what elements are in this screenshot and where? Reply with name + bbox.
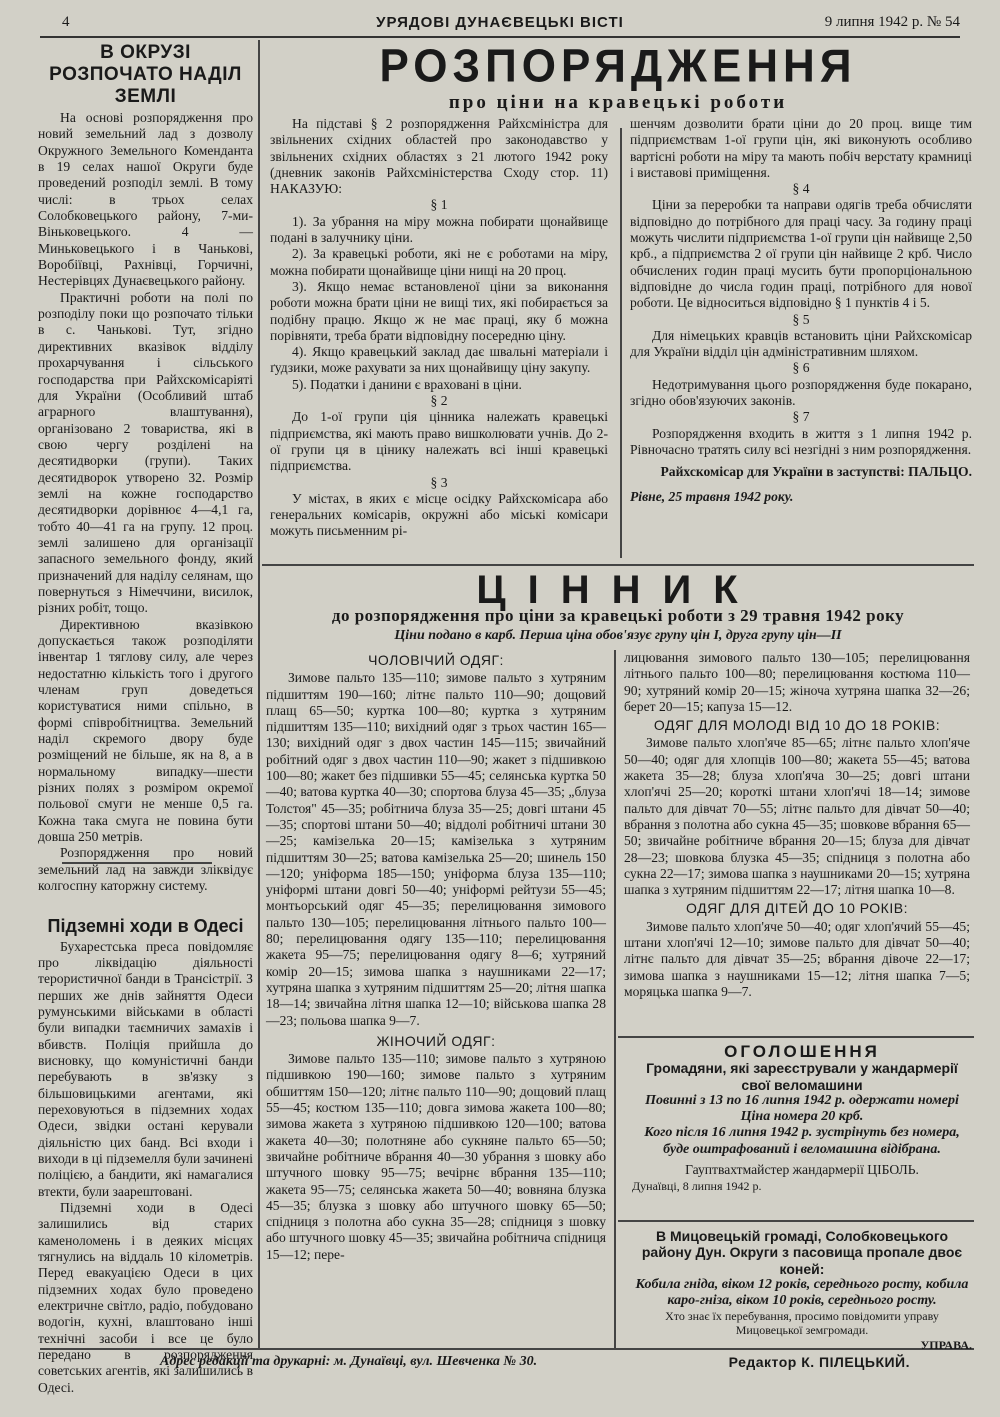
issue-date: 9 липня 1942 р. № 54 bbox=[824, 14, 960, 30]
women-clothing-heading: ЖІНОЧИЙ ОДЯГ: bbox=[376, 1032, 496, 1049]
left-column bbox=[38, 42, 253, 1396]
announcement-signature: Гауптвахтмайстер жандармерії ЦІБОЛЬ. bbox=[685, 1162, 919, 1178]
decree-paragraph: Ціни за переробки та направи одягів треба обчисляти відповідно до потрібного для праці часу. За годину праці можуть числити підприємства 1-ої групи цін найвище 2,50 крб., а підприємства 2 ої групи цін найвище 2 крб. Число обчислених годин праці мусить бути пропорціональною відповідне до числа годин праці, потрібного для нової роботи. Це відноситься відповідно § 1 пунктів 4 і 5. bbox=[630, 197, 972, 311]
article-land-body bbox=[38, 110, 253, 895]
decree-paragraph: Недотримування цього розпорядження буде покарано, згідно обов'язуючих законів. bbox=[630, 376, 972, 409]
pricelist-column-rule bbox=[614, 650, 616, 1348]
decree-paragraph: На підставі § 2 розпорядження Райхсміністра для звільнених східних областей про законодавство у звільнених східних областях з 21 лютого 1942 року (дневник законів Райхсміністерства Сходу стор. 11) НАКАЗУЮ: bbox=[270, 116, 608, 197]
decree-paragraph: 1). За убрання на міру можна побирати щонайвище подані в залучнику ціни. bbox=[270, 213, 608, 246]
article-land-paragraph: Практичні роботи на полі по розподілу поки що розпочато тільки в с. Чаньковi. Тут, згідно директивних вказівок відділу прохарчування і сільського господарства при Райхскомісаріяті для України (Особливий штаб аграрного влаштування), організовано 2 товариства, які в свою чергу розділені на десятидворки (групи). Таких десятидворок утворено 32. Розмір землі на кожне господарство десятидворки дорівнює 4—4,1 га, тобто 40—41 га на групу. 12 проц. землі залишено для організації запасного земельного фонду, який призначений для наділу селянам, що повернуться з Німеччини, висилок, різних робіт, тощо. bbox=[38, 289, 253, 616]
ad-separator-rule bbox=[618, 1220, 974, 1222]
horses-title: В Мицовецькій громаді, Солобковецького району Дун. Округи з пасовища пропале двоє коней: bbox=[641, 1228, 963, 1277]
announcement-line-penalty: Кого після 16 липня 1942 р. зустрінуть без номера, буде оштрафований і веломашина відібрана. bbox=[644, 1125, 960, 1157]
pricelist-column-2 bbox=[624, 650, 970, 1000]
decree-bottom-rule bbox=[262, 564, 974, 566]
pricelist-subtitle: до розпорядження про ціни за кравецькі роботи з 29 травня 1942 року bbox=[331, 606, 905, 625]
announcement-horses bbox=[632, 1228, 972, 1354]
horses-description: Кобила гнідa, віком 12 років, середнього росту, кобила каро-гніза, віком 10 років, середнього росту. bbox=[635, 1276, 969, 1309]
men-clothing-prices: Зимове пальто 135—110; зимове пальто з хутряним підшиттям 190—160; літнє пальто 110—90; дощовий плащ 65—50; куртка 100—80; куртка з хутряним підшиттям 135—110; вихідний одяг з трьох частин 165—130; вихідний одяг з двох частин 145—115; звичайний робітний одяг з двох частин 110—90; жакет з підшивкою 100—80; жакет без підшивки 55—45; селянська куртка 50—40; ватова куртка 40—30; спортова блуза 45—35; „блуза Толстоя" 45—35; робітнича блуза 35—25; довгі штани 45—35; спортові штани 50—40; віддолі робітничі штани 30—25; камізелька 20—15; камізелька з хутряним підшиттям 30—25; ватова камізелька 25—20; шинель 150—120; уніформа 185—150; уніформа блуза 135—110; уніформі штани довгі 50—40; уніформі рейтузи 55—45; монтьорський одяг 45—35; перелицювання зимового пальто 130—105; перелицювання літнього пальто 100—80; перелицювання одягу 135—110; перелицювання жакета 95—75; перелицювання одягу 8—6; хутряний комір 20—15; зимова шапка з наушниками 22—17; хутряна шапка з хутряним підшиттям 25—20; літня шапка 18—14; звичайна літня шапка 12—10; військова шапка 28—23; польова шапка 9—7. bbox=[266, 670, 606, 1028]
left-column-rule bbox=[258, 40, 260, 1348]
decree-paragraph: 5). Податки і данини є враховані в ціни. bbox=[292, 376, 522, 392]
decree-paragraph: 4). Якщо кравецький заклад дає швальні матеріали і ґудзики, може рахувати за них щонайвищу ціну закупу. bbox=[270, 344, 608, 376]
decree-paragraph: До 1-ої групи ція цінника належать кравецькі підприємства, які мають право вишколювати учнів. До 2-ої групи ця в цінику належать всі інші кравецькі підприємства. bbox=[270, 409, 608, 474]
section-number: § 3 bbox=[430, 474, 448, 490]
decree-signature: Райхскомісар для України в заступстві: ПАЛЬЦО. bbox=[660, 464, 972, 480]
section-number: § 5 bbox=[792, 311, 810, 327]
article-odessa-paragraph: Підземні ходи в Одесі залишились від старих каменоломень і в деяких місцях тягнулись на віддаль 10 кілометрів. Перед евакуацією Одеси в цих підземних ходах було проведено електричне світло, радіо, побудовано водогін, кухні, влаштовано інші технічні засоби і все це було передано в розпорядження советських агентів, які залишились в Одесі. bbox=[38, 1200, 253, 1395]
women-clothing-prices: Зимове пальто 135—110; зимове пальто з хутряною підшивкою 190—160; зимове пальто з хутряним обшиттям 150—120; літнє пальто 110—90; дощовий плащ 55—45; костюм 135—110; довга зимова жакета 100—80; зимова жакета з хутряною підшивкою 120—100; ватова жакета 40—30; полотняне або сукняне пальто 65—50; звичайне робітниче вбрання 40—30 убрання з шовку або штучного шовку 95—75; вечірнє вбрання 135—110; жакета 95—75; селянська жакета 50—40; вовняна блузка 45—35; блузка з шовку або штучного шовку 65—50; спідниця з полотна або сукна 35—28; спідниця з шовку або штучного шовку 45—35; звичайна робітнича спідниця 15—12; пере- bbox=[266, 1051, 606, 1262]
section-number: § 7 bbox=[792, 409, 810, 425]
ad-top-rule bbox=[618, 1036, 974, 1038]
section-number: § 4 bbox=[792, 181, 810, 197]
youth-clothing-prices: Зимове пальто хлоп'яче 85—65; літнє пальто хлоп'яче 50—40; одяг для хлопців 100—80; жакета 55—45; ватова жакета 35—28; блуза хлоп'яча 30—25; довгі штани хлоп'ячі 25—20; короткі штани хлоп'ячі 18—14; зимове пальто для дівчат 70—55; літнє пальто для дівчат 50—40; вбрання з полотна або сукна 45—35; шовкове вбрання 65—50; звичайне робітниче вбрання 20—15; блуза для дівчат 28—23; шовкова блузка 45—35; спідниця з полотна або сукна 22—17; зимова шапка з наушниками 20—15; хутряна шапка з хутряним підшиттям 22—17; літня шапка 10—8. bbox=[624, 735, 970, 898]
header-rule bbox=[40, 36, 960, 38]
decree-paragraph: Для німецьких кравців встановить ціни Райхскомісар для України відділ цін адміністративним шляхом. bbox=[630, 327, 972, 360]
pricelist-title: ЦІННИК bbox=[476, 568, 760, 612]
decree-column-rule bbox=[620, 128, 622, 558]
article-land-title: В ОКРУЗІ РОЗПОЧАТО НАДІЛ ЗЕМЛІ bbox=[49, 42, 242, 107]
decree-title: РОЗПОРЯДЖЕННЯ bbox=[379, 40, 857, 93]
section-number: § 6 bbox=[792, 360, 810, 376]
decree-subtitle: про ціни на кравецькі роботи bbox=[448, 92, 788, 113]
article-land-paragraph: На основі розпорядження про новий земельний лад з дозволу Окружного Земельного Коменданта в 19 селах нашої Округи буде проведений розподіл землі. В тому числі: в трьох селах Солобковецького району, 7-ми-Віньковецького. 4 — Миньковецького і в Чаньковi, Воробіївці, Рахнівці, Горчичні, Нестерівцях Дунаєвецького району. bbox=[38, 110, 253, 289]
announcement-title: ОГОЛОШЕННЯ bbox=[724, 1042, 880, 1061]
horses-note: Хто знає їх перебування, просимо повідомити управу Мицовецької земгромади. bbox=[665, 1309, 939, 1338]
announcement-line-register: Повинні з 13 по 16 липня 1942 р. одержати номері Ціна номера 20 крб. bbox=[645, 1092, 959, 1125]
horses-signature: УПРАВА. bbox=[920, 1338, 972, 1353]
article-odessa-title: Підземні ходи в Одесі bbox=[47, 915, 244, 936]
newspaper-title: УРЯДОВІ ДУНАЄВЕЦЬКІ ВІСТІ bbox=[376, 14, 624, 31]
editor-name: Редактор К. ПІЛЕЦЬКИЙ. bbox=[728, 1354, 910, 1370]
decree-column-1 bbox=[270, 116, 608, 540]
decree-place-date: Рівне, 25 травня 1942 року. bbox=[630, 488, 794, 504]
article-odessa-body bbox=[38, 939, 253, 1397]
editorial-address: Адрес редакції та друкарні: м. Дунаївці, вул. Шевченка № 30. bbox=[160, 1354, 538, 1369]
section-number: § 2 bbox=[430, 393, 448, 409]
decree-paragraph: 2). За кравецькі роботи, які не є роботами на міру, можна побирати щонайвище ціни нищі на 20 проц. bbox=[270, 246, 608, 278]
child-clothing-prices: Зимове пальто хлоп'яче 50—40; одяг хлоп'ячий 55—45; штани хлоп'ячі 12—10; зимове пальто для дівчат 50—40; літнє пальто для дівчат 35—25; вбрання дівоче 22—17; зимова шапка з наушниками 15—12; літня шапка 7—5; моряцька шапка 9—7. bbox=[624, 918, 970, 999]
page-number: 4 bbox=[62, 14, 70, 30]
article-odessa-paragraph: Бухарестська преса повідомляє про ліквідацію діяльності терористичної банди в Трансістрії. З перших же днів зайняття Одеси румунськими військами в області були випадки таємничих замахів і вбивств. Поліція прийшла до висновку, що комуністичні банди перебувають в зв'язку з більшовицькими агентами, які переховуються в підземних ходах Одеси, звідки остані керували діяльністю цих банд. Всі входи і виходи в ці підземелля були зачинені поліцією, а бандити, які намагалися втекти, були заарештовані. bbox=[38, 938, 254, 1199]
child-clothing-heading: ОДЯГ ДЛЯ ДІТЕЙ ДО 10 РОКІВ: bbox=[686, 900, 908, 917]
article-land-paragraph: Директивною вказівкою допускається також розподіляти інвентар 1 тяглову силу, але через недостатню кількість того і другого членам груп доведеться користуватися ними спільно, в формі співробітництва. Земельний наділ скремого двору буде розміщений не більше, як на 8, а в нормальному випадку—шести різних полях з розміром окремої польової смуги не менше 0,5 га. Кожна така смуга не повина бути довша 250 метрів. bbox=[38, 616, 253, 845]
pricelist-column-1 bbox=[266, 650, 606, 1263]
announcement-heading: Громадяни, які зареєстрували у жандармерії свої веломашини bbox=[646, 1060, 958, 1093]
women-clothing-continued: лицювання зимового пальто 130—105; перелицювання літнього пальто 100—80; перелицювання костюма 110—90; хутряний комір 20—15; жіноча хутряна шапка 32—26; берет 20—15; капуза 15—12. bbox=[624, 650, 970, 714]
announcement-bicycles bbox=[632, 1044, 972, 1195]
youth-clothing-heading: ОДЯГ ДЛЯ МОЛОДІ ВІД 10 ДО 18 РОКІВ: bbox=[653, 717, 941, 734]
decree-paragraph: У містах, в яких є місце осідку Райхскомісара або генеральних комісарів, окружні або міські комісари можуть письменним рі- bbox=[270, 490, 608, 539]
decree-paragraph: Розпорядження входить в життя з 1 липня 1942 р. Рівночасно тратять силу всі незгідні з ним розпорядження. bbox=[630, 425, 972, 457]
men-clothing-heading: ЧОЛОВІЧИЙ ОДЯГ: bbox=[368, 652, 504, 668]
decree-paragraph: шенчям дозволити брати ціни до 20 проц. вище тим підприємствам 1-ої групи цін, які виконують особливо вартісні роботи на міру та мають побіч верстату крамниці і виставові приміщення. bbox=[630, 116, 972, 180]
decree-paragraph: 3). Якщо немає встановленої ціни за виконання роботи можна брати ціни не вищі тих, які побирається за подібну працю. Якщо ж не має праці, яку б можна порівняти, треба брати відповідну посередню ціну. bbox=[270, 278, 608, 343]
announcement-place-date: Дунаївці, 8 липня 1942 р. bbox=[632, 1179, 762, 1194]
article-land-paragraph: Розпорядження про новий земельний лад на завжди зліквідує колгоспну каторжну систему. bbox=[38, 845, 253, 894]
section-number: § 1 bbox=[430, 197, 448, 213]
page-header bbox=[40, 14, 960, 36]
pricelist-note: Ціни подано в карб. Перша ціна обов'язує групу цін І, друга групу цін—ІІ bbox=[394, 628, 842, 643]
decree-column-2 bbox=[630, 116, 972, 505]
